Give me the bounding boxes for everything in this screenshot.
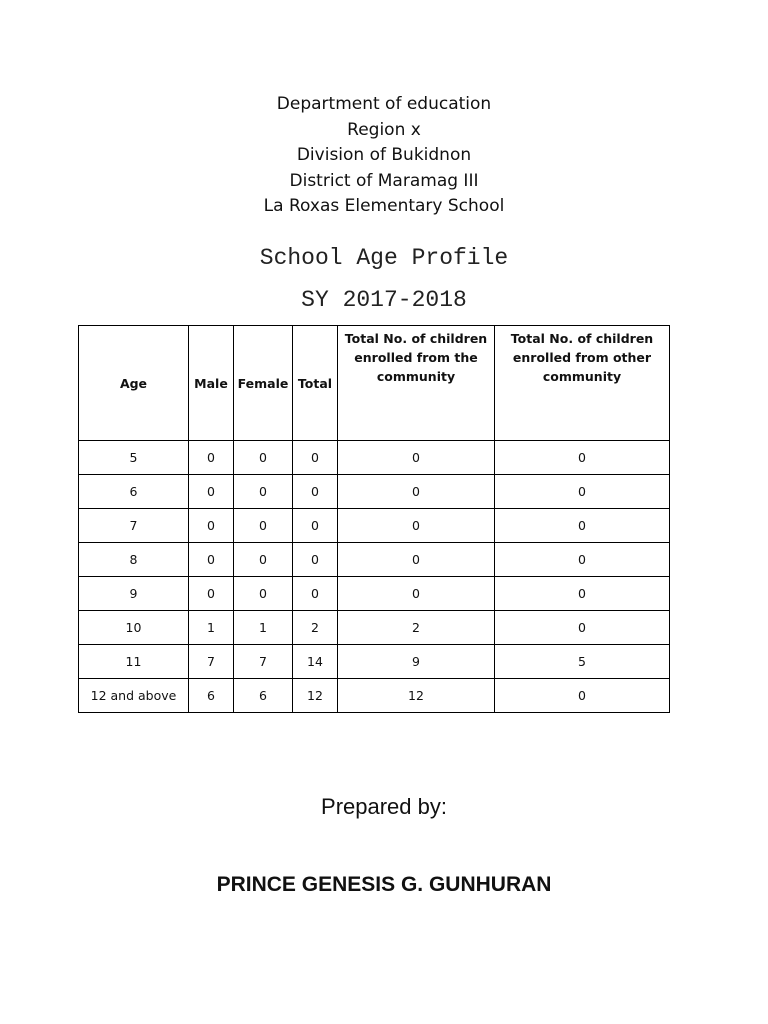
cell-total: 0 bbox=[293, 441, 338, 475]
cell-from-community: 0 bbox=[338, 543, 495, 577]
cell-from-community: 0 bbox=[338, 509, 495, 543]
header-line-region: Region x bbox=[347, 119, 421, 140]
column-header-female: Female bbox=[234, 326, 293, 441]
table-header-row bbox=[79, 326, 670, 441]
column-header-from-community: Total No. of children enrolled from the community bbox=[338, 326, 495, 441]
cell-total: 0 bbox=[293, 543, 338, 577]
header-line-division: Division of Bukidnon bbox=[296, 145, 472, 165]
cell-total: 2 bbox=[293, 611, 338, 645]
table-row bbox=[79, 509, 670, 543]
table-row bbox=[79, 679, 670, 713]
cell-from-other-community: 0 bbox=[495, 475, 670, 509]
table-row bbox=[79, 441, 670, 475]
cell-age: 6 bbox=[79, 475, 189, 509]
cell-age: 7 bbox=[79, 509, 189, 543]
cell-from-community: 12 bbox=[338, 679, 495, 713]
school-year: SY 2017-2018 bbox=[301, 287, 467, 313]
table-row bbox=[79, 645, 670, 679]
cell-male: 0 bbox=[189, 475, 234, 509]
cell-from-community: 0 bbox=[338, 475, 495, 509]
cell-from-other-community: 0 bbox=[495, 679, 670, 713]
cell-female: 0 bbox=[234, 543, 293, 577]
school-age-profile-table bbox=[78, 325, 670, 713]
cell-age: 5 bbox=[79, 441, 189, 475]
cell-female: 0 bbox=[234, 577, 293, 611]
document-title: School Age Profile bbox=[259, 245, 509, 271]
cell-from-community: 2 bbox=[338, 611, 495, 645]
table-row bbox=[79, 611, 670, 645]
header-line-district: District of Maramag III bbox=[289, 170, 479, 191]
cell-female: 0 bbox=[234, 475, 293, 509]
cell-female: 7 bbox=[234, 645, 293, 679]
cell-age: 11 bbox=[79, 645, 189, 679]
cell-from-other-community: 0 bbox=[495, 509, 670, 543]
cell-male: 0 bbox=[189, 441, 234, 475]
cell-male: 7 bbox=[189, 645, 234, 679]
column-header-from-other-community: Total No. of children enrolled from other community bbox=[495, 326, 670, 441]
cell-female: 0 bbox=[234, 509, 293, 543]
cell-age: 9 bbox=[79, 577, 189, 611]
cell-from-other-community: 0 bbox=[495, 577, 670, 611]
prepared-by-label: Prepared by: bbox=[321, 794, 447, 819]
cell-from-other-community: 0 bbox=[495, 611, 670, 645]
cell-female: 6 bbox=[234, 679, 293, 713]
header-line-school: La Roxas Elementary School bbox=[263, 196, 505, 216]
column-header-age: Age bbox=[79, 326, 189, 441]
cell-age: 10 bbox=[79, 611, 189, 645]
cell-male: 0 bbox=[189, 577, 234, 611]
cell-from-other-community: 0 bbox=[495, 441, 670, 475]
cell-from-community: 9 bbox=[338, 645, 495, 679]
cell-age: 8 bbox=[79, 543, 189, 577]
table-row bbox=[79, 543, 670, 577]
table-row bbox=[79, 475, 670, 509]
cell-male: 0 bbox=[189, 543, 234, 577]
cell-from-community: 0 bbox=[338, 441, 495, 475]
cell-male: 1 bbox=[189, 611, 234, 645]
cell-total: 12 bbox=[293, 679, 338, 713]
table-row bbox=[79, 577, 670, 611]
cell-from-other-community: 0 bbox=[495, 543, 670, 577]
cell-total: 0 bbox=[293, 577, 338, 611]
header-line-department: Department of education bbox=[276, 94, 492, 114]
cell-from-other-community: 5 bbox=[495, 645, 670, 679]
cell-total: 0 bbox=[293, 509, 338, 543]
cell-from-community: 0 bbox=[338, 577, 495, 611]
cell-female: 0 bbox=[234, 441, 293, 475]
column-header-total: Total bbox=[293, 326, 338, 441]
school-header bbox=[0, 92, 768, 220]
cell-total: 0 bbox=[293, 475, 338, 509]
table-body bbox=[79, 441, 670, 713]
cell-age: 12 and above bbox=[79, 679, 189, 713]
cell-total: 14 bbox=[293, 645, 338, 679]
cell-male: 6 bbox=[189, 679, 234, 713]
preparer-name: PRINCE GENESIS G. GUNHURAN bbox=[216, 873, 552, 896]
column-header-male: Male bbox=[189, 326, 234, 441]
cell-male: 0 bbox=[189, 509, 234, 543]
cell-female: 1 bbox=[234, 611, 293, 645]
